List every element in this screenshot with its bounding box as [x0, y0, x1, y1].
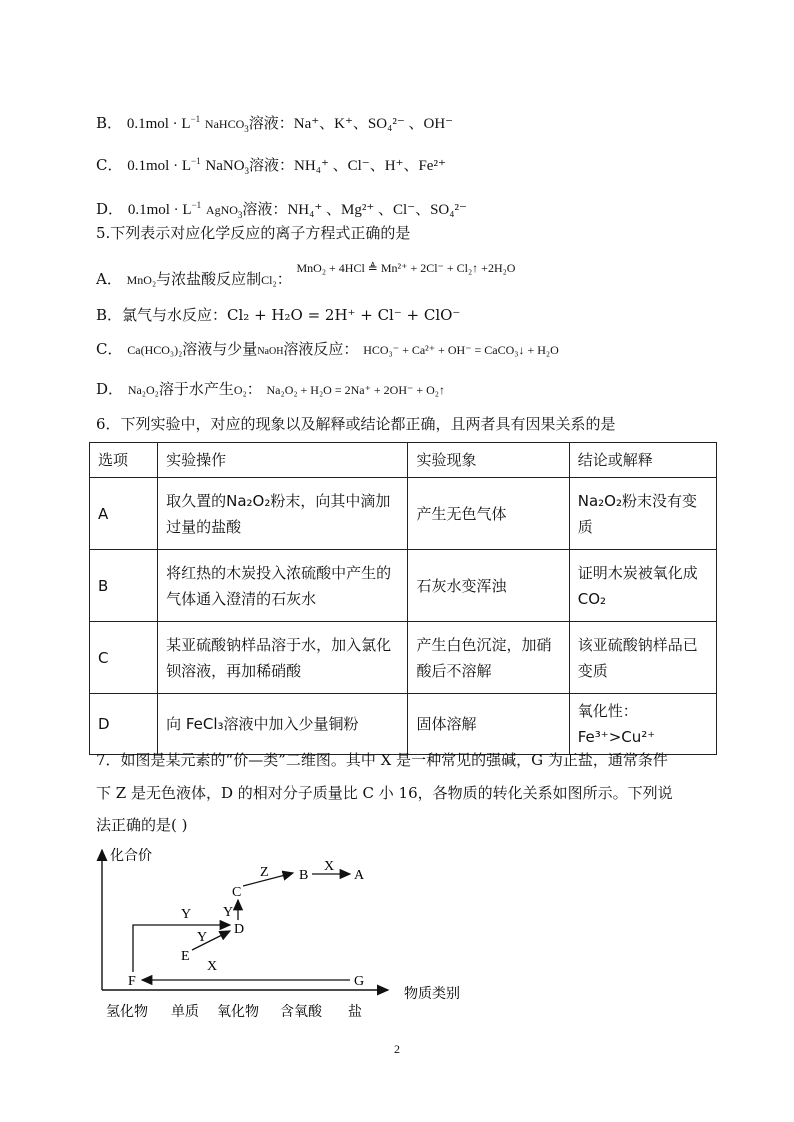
edge-label-y-fd: Y [181, 907, 192, 922]
unit-exponent: −1 [191, 200, 202, 210]
row-option: C [90, 622, 158, 694]
option-text: 溶于水产生 [158, 380, 234, 398]
reactant-formula: Na₂O₂ [127, 383, 159, 397]
edge-label-x-gf: X [207, 959, 218, 974]
row-operation: 向 FeCl₃溶液中加入少量铜粉 [158, 694, 408, 755]
option-text: 溶液： [242, 200, 288, 218]
row-phenomenon: 产生白色沉淀，加硝酸后不溶解 [408, 622, 569, 694]
option-text: 氯气与水反应：Cl₂ + H₂O = 2H⁺ + Cl⁻ + ClO⁻ [122, 306, 461, 324]
row-option: B [90, 550, 158, 622]
ionic-equation: MnO₂ + 4HCl ≜ Mn²⁺ + 2Cl⁻ + Cl₂↑ +2H₂O [296, 261, 516, 275]
row-phenomenon: 固体溶解 [408, 694, 569, 755]
category-oxide: 氧化物 [217, 1004, 259, 1020]
table-row [90, 622, 717, 694]
q5-option-c [96, 338, 559, 363]
experiment-table [89, 442, 717, 755]
node-e: E [181, 949, 190, 964]
q4-option-c [96, 150, 446, 182]
option-letter: A． [96, 270, 122, 288]
colon: ： [276, 270, 292, 288]
table-row [90, 694, 717, 755]
node-b: B [299, 868, 309, 883]
ionic-equation: HCO₃⁻ + Ca²⁺ + OH⁻ = CaCO₃↓ + H₂O [363, 343, 559, 357]
concentration: 0.1mol · L [127, 158, 192, 174]
reactant-formula: Ca(HCO₃)₂ [127, 343, 183, 357]
row-phenomenon: 产生无色气体 [408, 478, 569, 550]
row-conclusion: 氧化性：Fe³⁺>Cu²⁺ [569, 694, 716, 755]
ionic-equation: Na₂O₂ + H₂O = 2Na⁺ + 2OH⁻ + O₂↑ [266, 383, 445, 397]
option-letter: B． [96, 306, 123, 324]
category-oxyacid: 含氧酸 [280, 1004, 322, 1020]
node-f: F [128, 974, 136, 989]
option-letter: D． [96, 200, 124, 218]
header-operation: 实验操作 [158, 443, 408, 478]
unit-exponent: −1 [191, 156, 201, 166]
option-text: 溶液与少量 [182, 340, 258, 358]
table-header-row [90, 443, 717, 478]
concentration: 0.1mol · L [126, 116, 191, 132]
option-text: 溶液： [248, 114, 294, 132]
table-row [90, 478, 717, 550]
header-conclusion: 结论或解释 [569, 443, 716, 478]
edge-label-y-ed: Y [197, 930, 208, 945]
row-conclusion: 证明木炭被氧化成CO₂ [569, 550, 716, 622]
category-hydride: 氢化物 [106, 1004, 148, 1020]
ion-list: NH₄⁺ 、Cl⁻、H⁺、Fe²⁺ [294, 158, 446, 174]
colon: ： [246, 380, 262, 398]
row-operation: 将红热的木炭投入浓硫酸中产生的气体通入澄清的石灰水 [158, 550, 408, 622]
row-phenomenon: 石灰水变浑浊 [408, 550, 569, 622]
reagent-formula: NaOH [257, 346, 284, 357]
option-letter: B． [96, 114, 123, 132]
option-letter: C． [96, 340, 123, 358]
header-option: 选项 [90, 443, 158, 478]
category-element: 单质 [171, 1004, 199, 1020]
solute-formula: NaNO [205, 158, 245, 174]
category-salt: 盐 [348, 1004, 362, 1020]
option-text: 溶液反应： [283, 340, 359, 358]
row-option: D [90, 694, 158, 755]
edge-label-y-dc: Y [223, 905, 234, 920]
q5-option-d [96, 378, 445, 401]
product-formula: O₂ [233, 383, 247, 397]
option-letter: C． [96, 156, 123, 174]
ion-list: NH₄⁺ 、Mg²⁺ 、Cl⁻、SO₄²⁻ [287, 202, 467, 218]
q4-option-b [96, 108, 453, 140]
option-letter: D． [96, 380, 124, 398]
option-text: 溶液： [249, 156, 295, 174]
q5-option-b [96, 304, 460, 326]
solute-formula: AgNO [205, 203, 238, 217]
row-conclusion: Na₂O₂粉末没有变质 [569, 478, 716, 550]
node-g: G [354, 974, 365, 989]
unit-exponent: −1 [190, 114, 201, 124]
node-a: A [354, 868, 365, 883]
q6-stem: 6．下列实验中，对应的现象以及解释或结论都正确，且两者具有因果关系的是 [96, 415, 616, 433]
q5-option-a [96, 261, 516, 291]
product-formula: Cl₂ [261, 273, 277, 287]
row-operation: 某亚硫酸钠样品溶于水，加入氯化钡溶液，再加稀硝酸 [158, 622, 408, 694]
edge-label-x-top: X [324, 859, 335, 874]
ion-list: Na⁺、K⁺、SO₄²⁻ 、OH⁻ [293, 116, 454, 132]
x-axis-label: 物质类别 [404, 986, 460, 1002]
q7-stem-line-1: 7．如图是某元素的“价—类”二维图。其中 X 是一种常见的强碱，G 为正盐，通常条件 [96, 751, 668, 769]
concentration: 0.1mol · L [127, 202, 192, 218]
header-phenomenon: 实验现象 [408, 443, 569, 478]
valence-class-diagram [86, 842, 506, 1027]
solute-subscript: 3 [244, 166, 250, 176]
option-text: 与浓盐酸反应制 [156, 270, 262, 288]
row-conclusion: 该亚硫酸钠样品已变质 [569, 622, 716, 694]
table-row [90, 550, 717, 622]
solute-formula: NaHCO [204, 117, 245, 131]
q7-stem-line-3: 法正确的是( ) [96, 816, 188, 834]
row-option: A [90, 478, 158, 550]
reactant-formula: MnO₂ [126, 273, 157, 287]
q5-stem: 5.下列表示对应化学反应的离子方程式正确的是 [96, 224, 411, 242]
y-axis-label: 化合价 [110, 848, 152, 864]
node-c: C [232, 885, 242, 900]
edge-label-z: Z [260, 865, 269, 880]
row-operation: 取久置的Na₂O₂粉末，向其中滴加过量的盐酸 [158, 478, 408, 550]
q7-stem-line-2: 下 Z 是无色液体，D 的相对分子质量比 C 小 16，各物质的转化关系如图所示。下列说 [96, 784, 673, 802]
node-d: D [234, 922, 245, 937]
page-number: 2 [394, 1042, 400, 1056]
solute-subscript: 3 [237, 210, 243, 220]
solute-subscript: 3 [244, 124, 249, 134]
